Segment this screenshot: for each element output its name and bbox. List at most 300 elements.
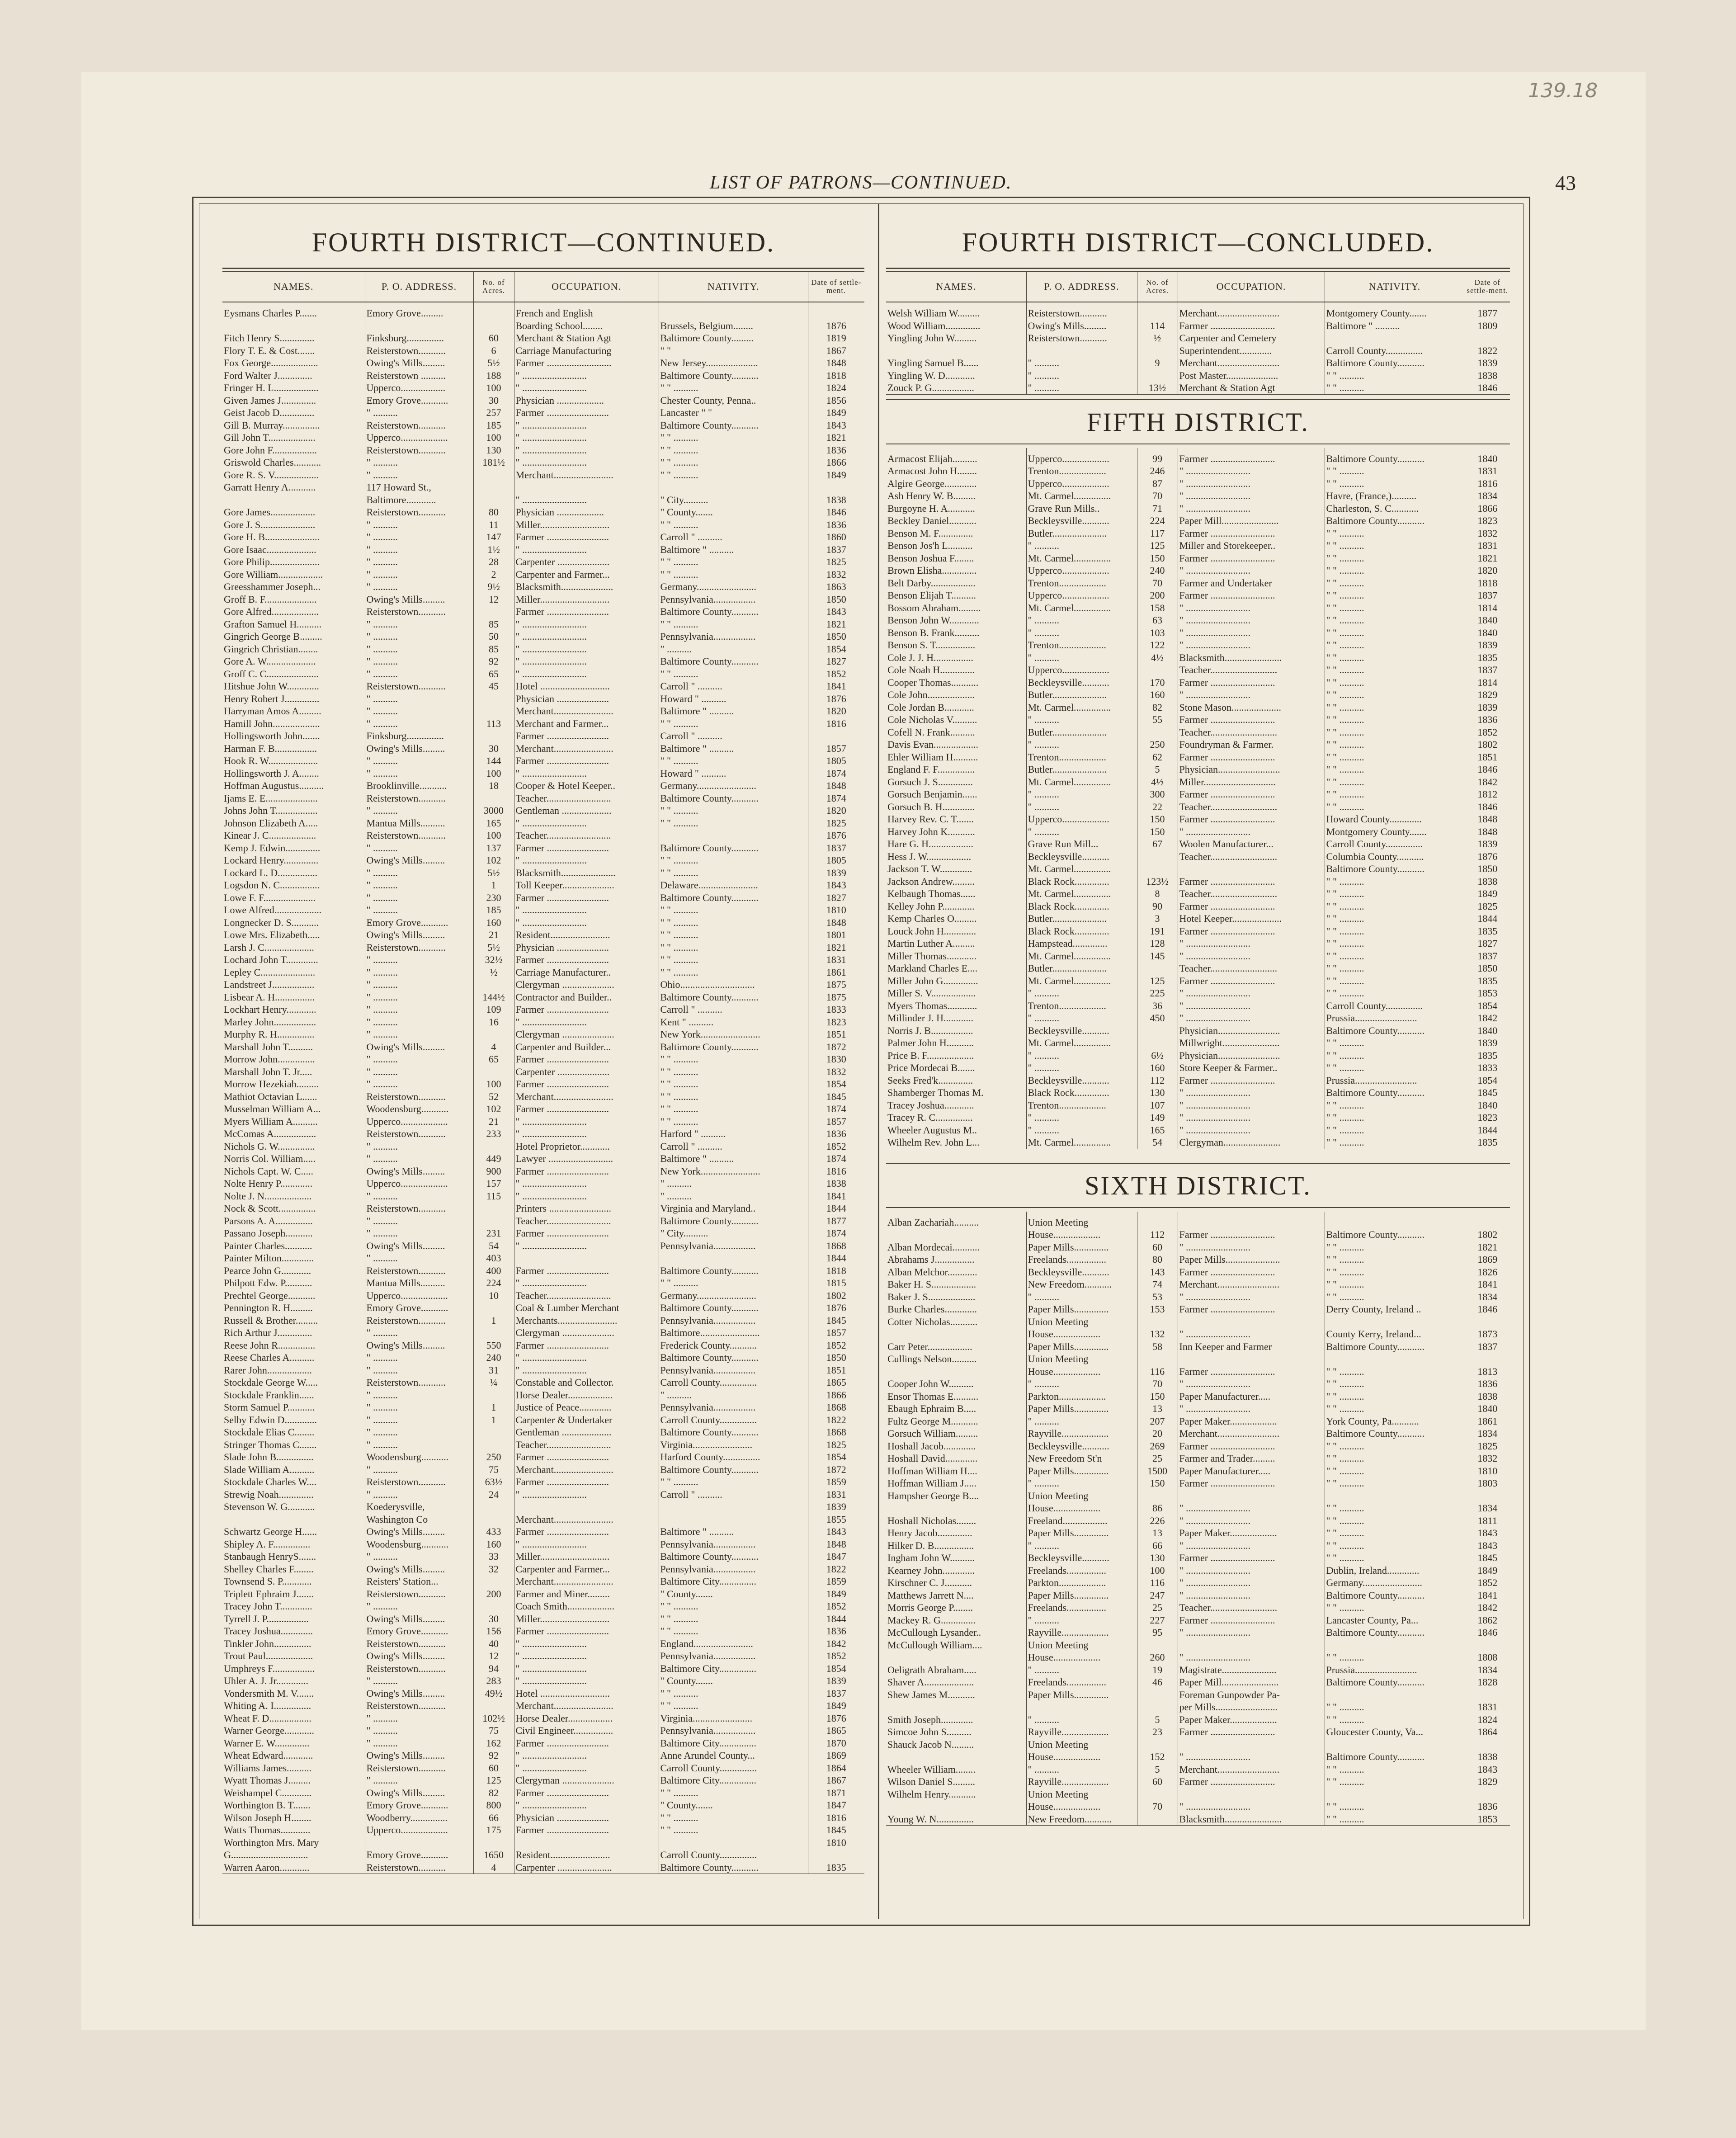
patron-acres: 109	[473, 1003, 514, 1016]
patron-po-address: Finksburg...............	[365, 332, 473, 345]
patron-po-address: " ..........	[1026, 1062, 1137, 1074]
patron-row	[886, 1212, 1510, 1229]
patron-row	[222, 1650, 864, 1662]
patron-row	[222, 1812, 864, 1824]
patron-acres: 150	[1137, 813, 1178, 826]
patron-name: Russell & Brother.........	[224, 1314, 318, 1326]
patron-nativity: " " ..........	[1325, 1440, 1465, 1453]
patron-row	[886, 564, 1510, 577]
patron-acres: 100	[473, 382, 514, 394]
patron-nativity: " " ..........	[659, 1277, 808, 1289]
patron-name: Hoshall Jacob.............	[887, 1440, 976, 1452]
patron-nativity: Baltimore City...............	[659, 1575, 808, 1588]
patron-row	[886, 826, 1510, 838]
patron-nativity: Baltimore County.........	[659, 332, 808, 345]
patron-occupation: Superintendent.............	[1178, 345, 1325, 357]
patron-acres: 100	[473, 431, 514, 444]
patron-row	[886, 1124, 1510, 1137]
patron-settlement-date: 1866	[808, 456, 864, 469]
patron-acres: 1	[473, 1401, 514, 1414]
patron-settlement-date: 1845	[1465, 1086, 1510, 1099]
patron-po-address: Beckleysville...........	[1026, 514, 1137, 527]
patron-settlement-date: 1825	[1465, 900, 1510, 913]
patron-row	[886, 813, 1510, 826]
patron-row	[222, 1525, 864, 1538]
patron-nativity: Delaware........................	[659, 879, 808, 892]
patron-occupation: Justice of Peace.............	[514, 1401, 659, 1414]
patron-acres: 160	[473, 1538, 514, 1551]
patron-settlement-date: 1828	[1465, 1676, 1510, 1689]
patron-acres: 100	[473, 767, 514, 780]
patron-name	[222, 494, 365, 506]
patron-occupation: " ..........................	[514, 1638, 659, 1650]
patron-row	[886, 900, 1510, 913]
patron-settlement-date: 1823	[1465, 1111, 1510, 1124]
patron-po-address: Union Meeting	[1026, 1316, 1137, 1328]
patron-row	[222, 1053, 864, 1066]
patron-name: Gore H. B......................	[224, 531, 320, 543]
patron-settlement-date: 1840	[1465, 1024, 1510, 1037]
patron-occupation: Woolen Manufacturer...	[1178, 838, 1325, 850]
patron-po-address: Reisterstown...........	[365, 345, 473, 357]
patron-name: Gorsuch J. S..............	[887, 776, 973, 788]
patron-acres: 156	[473, 1625, 514, 1638]
patron-nativity: Virginia........................	[659, 1439, 808, 1451]
patron-name: Cole Jordan B............	[887, 701, 974, 713]
patron-po-address: Reisterstown...........	[365, 1662, 473, 1675]
patron-acres: 165	[1137, 1124, 1178, 1137]
patron-po-address: New Freedom...........	[1026, 1813, 1137, 1826]
patron-name: Abrahams J................	[887, 1254, 975, 1265]
patron-po-address: " ..........	[365, 867, 473, 879]
patron-name: Alban Mordecai...........	[887, 1241, 980, 1253]
patron-name: Griswold Charles...........	[224, 457, 321, 468]
patron-row	[886, 875, 1510, 888]
patron-po-address: " ..........	[365, 804, 473, 817]
patron-acres: 147	[473, 531, 514, 543]
patron-po-address: " ..........	[365, 1351, 473, 1364]
patron-acres: 150	[1137, 1390, 1178, 1403]
patron-row	[222, 1426, 864, 1439]
patron-name: Hoshall Nicholas........	[887, 1515, 976, 1526]
patron-settlement-date: 1851	[808, 1028, 864, 1041]
patron-name: Tracey Joshua.............	[224, 1625, 313, 1637]
patron-name	[886, 1502, 1026, 1515]
patron-settlement-date: 1810	[808, 1836, 864, 1849]
patron-po-address: " ..........	[1026, 1477, 1137, 1490]
patron-nativity: " " ..........	[659, 755, 808, 767]
patron-occupation: Carpenter and Cemetery	[1178, 332, 1325, 345]
patron-nativity: " " ..........	[659, 1699, 808, 1712]
patron-acres: 123½	[1137, 875, 1178, 888]
patron-name: Gore J. S......................	[224, 519, 316, 530]
patron-nativity: " " ..........	[1325, 1651, 1465, 1664]
patron-po-address: Emory Grove...........	[365, 1849, 473, 1861]
patron-po-address: House...................	[1026, 1328, 1137, 1340]
patron-name: Schwartz George H......	[224, 1526, 317, 1537]
patron-acres: 125	[1137, 975, 1178, 987]
patron-po-address: Paper Mills..............	[1026, 1527, 1137, 1539]
page-number: 43	[1555, 171, 1576, 194]
patron-acres	[1137, 302, 1178, 320]
patron-name: Fitch Henry S..............	[224, 332, 315, 344]
patron-settlement-date: 1853	[1465, 1813, 1510, 1826]
patron-row	[222, 1215, 864, 1227]
patron-po-address: Reisterstown...........	[365, 1476, 473, 1488]
patron-occupation: Farmer ..........................	[1178, 676, 1325, 689]
patron-row	[886, 1800, 1510, 1813]
patron-occupation: Teacher..........................	[514, 1439, 659, 1451]
patron-po-address: Mt. Carmel...............	[1026, 552, 1137, 565]
patron-settlement-date: 1843	[1465, 1763, 1510, 1776]
patron-row	[886, 1111, 1510, 1124]
patron-acres: 6½	[1137, 1049, 1178, 1062]
patron-acres	[473, 1302, 514, 1314]
patron-name: Parsons A. A...............	[224, 1215, 313, 1227]
patron-settlement-date: 1832	[1465, 1452, 1510, 1465]
patron-occupation: " ..........................	[514, 668, 659, 680]
patron-nativity: Baltimore County...........	[659, 892, 808, 904]
patron-nativity: " " ..........	[1325, 1049, 1465, 1062]
header-row	[886, 272, 1510, 302]
patron-nativity: Derry County, Ireland ..	[1325, 1303, 1465, 1316]
patron-name: Algire George.............	[887, 477, 977, 489]
patron-acres: 13	[1137, 1527, 1178, 1539]
patron-row	[222, 345, 864, 357]
patron-acres	[473, 978, 514, 991]
patron-row	[222, 1314, 864, 1327]
patron-occupation: " ..........................	[1178, 1626, 1325, 1639]
patron-settlement-date: 1850	[808, 630, 864, 643]
patron-nativity: Anne Arundel County...	[659, 1749, 808, 1762]
patron-name: Ebaugh Ephraim B.....	[887, 1403, 976, 1414]
patron-acres: 4	[473, 1861, 514, 1874]
patron-occupation: Store Keeper & Farmer..	[1178, 1062, 1325, 1074]
patron-nativity: " " ..........	[1325, 1775, 1465, 1788]
patron-acres: 82	[1137, 701, 1178, 714]
patron-nativity: Baltimore County...........	[1325, 1626, 1465, 1639]
patron-po-address: " ..........	[365, 1003, 473, 1016]
patron-row	[886, 1241, 1510, 1254]
patron-name: Hook R. W....................	[224, 755, 318, 766]
patron-settlement-date: 1837	[1465, 950, 1510, 963]
patron-name: Gore James..................	[224, 506, 316, 518]
patron-occupation: Farmer .........................	[514, 1103, 659, 1115]
patron-nativity	[659, 829, 808, 842]
patron-settlement-date: 1842	[1465, 776, 1510, 788]
patron-po-address: " ..........	[365, 469, 473, 481]
patron-occupation: Physician ...................	[514, 506, 659, 519]
patron-name: Davis Evan..................	[887, 739, 979, 750]
patron-occupation: " ..........................	[514, 1749, 659, 1762]
patron-row	[886, 1788, 1510, 1801]
patron-acres	[1137, 1490, 1178, 1502]
patron-acres: 11	[473, 519, 514, 531]
patron-name: Lowe F. F.....................	[224, 892, 316, 903]
patron-acres: 137	[473, 842, 514, 854]
patron-settlement-date: 1810	[1465, 1465, 1510, 1477]
patron-occupation: Teacher..........................	[514, 829, 659, 842]
patron-occupation: " ..........................	[514, 1016, 659, 1029]
patron-acres: 449	[473, 1152, 514, 1165]
patron-name: Benson Joshua F........	[887, 552, 974, 564]
patron-po-address: " ..........	[365, 1600, 473, 1613]
patron-po-address: " ..........	[365, 1389, 473, 1402]
patron-occupation: " ..........................	[1178, 987, 1325, 1000]
patron-po-address: " ..........	[1026, 987, 1137, 1000]
patron-name: Gorsuch Benjamin......	[887, 788, 977, 800]
patron-acres: 6	[473, 345, 514, 357]
patron-settlement-date: 1836	[1465, 1800, 1510, 1813]
patron-settlement-date: 1838	[1465, 369, 1510, 382]
patron-row	[886, 1086, 1510, 1099]
patron-po-address: " ..........	[365, 543, 473, 556]
patron-acres: 85	[473, 618, 514, 631]
patron-occupation: Merchant........................	[514, 1575, 659, 1588]
patron-name: Jackson T. W.............	[887, 863, 972, 874]
patron-occupation: Physician.........................	[1178, 1024, 1325, 1037]
patron-po-address: House...................	[1026, 1502, 1137, 1515]
patron-occupation: " ..........................	[1178, 1378, 1325, 1390]
section-rule	[886, 399, 1510, 400]
patron-occupation: " ..........................	[1178, 490, 1325, 502]
patron-acres: 175	[473, 1824, 514, 1836]
patron-nativity: Lancaster County, Pa...	[1325, 1614, 1465, 1627]
patron-settlement-date: 1852	[808, 1600, 864, 1613]
patron-occupation: Civil Engineer................	[514, 1724, 659, 1737]
patron-acres: 102½	[473, 1712, 514, 1725]
patron-row	[886, 1539, 1510, 1552]
patron-occupation: " ..........................	[514, 1799, 659, 1812]
patron-settlement-date: 1851	[808, 1364, 864, 1377]
patron-name: Triplett Ephraim J.......	[224, 1588, 314, 1600]
patron-row	[222, 1774, 864, 1787]
patron-settlement-date: 1841	[808, 680, 864, 693]
patron-acres: 250	[1137, 738, 1178, 751]
patron-acres: 125	[473, 1774, 514, 1787]
patron-po-address: Freelands................	[1026, 1601, 1137, 1614]
patron-po-address: Reisterstown...........	[365, 1861, 473, 1874]
patron-acres	[473, 1836, 514, 1849]
patron-row	[886, 664, 1510, 676]
patron-acres: 150	[1137, 826, 1178, 838]
patron-row	[222, 1675, 864, 1687]
patron-row	[886, 676, 1510, 689]
patron-settlement-date: 1842	[1465, 1601, 1510, 1614]
patron-row	[222, 1849, 864, 1861]
patron-occupation: " ..........................	[514, 369, 659, 382]
patron-occupation	[1178, 863, 1325, 875]
patron-row	[222, 1699, 864, 1712]
patron-settlement-date: 1849	[808, 469, 864, 481]
patron-occupation: Farmer ..........................	[1178, 320, 1325, 332]
patron-po-address: Trenton...................	[1026, 465, 1137, 477]
patron-name: Gingrich Christian........	[224, 643, 318, 655]
patron-acres: 150	[1137, 1477, 1178, 1490]
patron-occupation: Carpenter & Undertaker	[514, 1414, 659, 1426]
patron-occupation: Millwright.......................	[1178, 1037, 1325, 1049]
patron-name: Morrow Hezekiah.........	[224, 1078, 319, 1090]
patron-nativity: " " ..........	[1325, 1253, 1465, 1266]
patron-occupation: Coach Smith...................	[514, 1600, 659, 1613]
patron-name: Ingham John W..........	[887, 1552, 975, 1563]
patron-occupation: per Mills.........................	[1178, 1701, 1325, 1713]
patron-nativity: " " ..........	[659, 1824, 808, 1836]
patron-settlement-date: 1821	[1465, 1241, 1510, 1254]
patron-name: Henry Jacob..............	[887, 1527, 972, 1539]
patron-name: Norris Col. William.....	[224, 1153, 316, 1164]
patron-nativity: " " ..........	[1325, 1539, 1465, 1552]
patron-row	[886, 1477, 1510, 1490]
patron-acres: 226	[1137, 1515, 1178, 1527]
patron-po-address: " ..........	[365, 1252, 473, 1265]
patron-po-address: Upperco...................	[1026, 448, 1137, 465]
patron-occupation: " ..........................	[514, 643, 659, 656]
patron-po-address: " ..........	[365, 1326, 473, 1339]
patron-row	[222, 929, 864, 941]
patron-name: Larsh J. C....................	[224, 941, 314, 953]
patron-po-address: " ..........	[365, 1016, 473, 1029]
patron-po-address: Beckleysville...........	[1026, 1440, 1137, 1453]
patron-name: Wheat F. D.................	[224, 1712, 311, 1724]
patron-nativity: " " ..........	[659, 804, 808, 817]
patron-settlement-date: 1849	[1465, 1564, 1510, 1577]
patron-occupation: Resident........................	[514, 1849, 659, 1861]
patron-po-address: New Freedom...........	[1026, 1278, 1137, 1291]
patron-occupation: Physician.........................	[1178, 763, 1325, 776]
patron-settlement-date: 1846	[1465, 763, 1510, 776]
patron-nativity: " " ..........	[659, 1090, 808, 1103]
patron-acres: 132	[1137, 1328, 1178, 1340]
patron-name: Eysmans Charles P.......	[224, 307, 317, 319]
patron-nativity: " " ..........	[1325, 1452, 1465, 1465]
patron-nativity: Baltimore County...........	[1325, 1427, 1465, 1440]
patron-row	[222, 1202, 864, 1215]
patron-row	[886, 1564, 1510, 1577]
patron-name: Passano Joseph...........	[224, 1227, 313, 1239]
patron-nativity: Baltimore " ..........	[1325, 320, 1465, 332]
patron-po-address: Mt. Carmel...............	[1026, 701, 1137, 714]
patron-occupation: " ..........................	[514, 1538, 659, 1551]
patron-occupation: Carpenter and Farmer...	[514, 1563, 659, 1576]
patron-acres: 130	[473, 444, 514, 457]
patron-po-address: Reisterstown...........	[365, 419, 473, 432]
patron-nativity: " " ..........	[1325, 1291, 1465, 1303]
patron-row	[886, 369, 1510, 382]
patron-row	[886, 987, 1510, 1000]
patron-occupation: Farmer .........................	[514, 605, 659, 618]
patron-settlement-date: 1848	[1465, 813, 1510, 826]
patron-po-address: " ..........	[365, 643, 473, 656]
patron-name: Hare G. H..................	[887, 838, 974, 850]
patron-nativity: Virginia and Maryland..	[659, 1202, 808, 1215]
patron-po-address: Upperco...................	[1026, 589, 1137, 602]
patron-acres: 181½	[473, 456, 514, 469]
patron-po-address: " ..........	[1026, 826, 1137, 838]
patron-occupation: Farmer .........................	[514, 842, 659, 854]
patron-occupation: Cooper & Hotel Keeper..	[514, 779, 659, 792]
patron-occupation: Farmer .........................	[514, 953, 659, 966]
patron-settlement-date: 1844	[1465, 912, 1510, 925]
patron-row	[222, 531, 864, 543]
patron-acres: 25	[1137, 1452, 1178, 1465]
patron-name: Geist Jacob D..............	[224, 407, 315, 418]
patron-nativity: Baltimore " ..........	[659, 705, 808, 717]
patron-name: Burke Charles.............	[887, 1303, 977, 1315]
patron-name: Burgoyne H. A...........	[887, 502, 975, 514]
patron-row	[886, 1626, 1510, 1639]
patron-nativity: Baltimore County...........	[1325, 357, 1465, 369]
patron-acres: 113	[473, 717, 514, 730]
patron-row	[886, 651, 1510, 664]
patron-occupation: Farmer .........................	[514, 406, 659, 419]
patron-nativity: " " ..........	[1325, 887, 1465, 900]
patron-po-address: Reisterstown...........	[1026, 302, 1137, 320]
patron-acres	[473, 302, 514, 320]
patron-settlement-date: 1849	[808, 406, 864, 419]
patron-occupation: Farmer ..........................	[1178, 1614, 1325, 1627]
patron-acres: 21	[473, 929, 514, 941]
patron-row	[886, 1340, 1510, 1353]
patron-name: Rarer John..................	[224, 1364, 312, 1376]
patron-nativity: " " ..........	[1325, 1062, 1465, 1074]
patron-nativity: Baltimore City...............	[659, 1662, 808, 1675]
patron-nativity: " " ..........	[1325, 788, 1465, 801]
patron-occupation: Farmer ..........................	[1178, 1228, 1325, 1241]
patron-nativity: " County.......	[659, 506, 808, 519]
patron-row	[886, 1490, 1510, 1502]
patron-acres	[473, 1575, 514, 1588]
patron-po-address: Black Rock..............	[1026, 1086, 1137, 1099]
patron-nativity: " ..........	[659, 643, 808, 656]
patron-occupation: Teacher...........................	[1178, 664, 1325, 676]
patron-po-address: " ..........	[365, 1675, 473, 1687]
patron-po-address: Owing's Mills.........	[365, 929, 473, 941]
patron-row	[222, 817, 864, 830]
patron-name: Henry Robert J..............	[224, 693, 320, 704]
patron-name	[886, 1365, 1026, 1378]
patron-name: Benson S. T................	[887, 639, 976, 651]
patron-row	[222, 1538, 864, 1551]
patron-row	[222, 1326, 864, 1339]
patron-name: Mackey R. G..............	[887, 1614, 976, 1626]
patron-row	[222, 1638, 864, 1650]
patron-nativity: Germany........................	[1325, 1576, 1465, 1589]
patron-acres: 10	[473, 1289, 514, 1302]
patron-acres: 46	[1137, 1676, 1178, 1689]
patron-acres: 86	[1137, 1502, 1178, 1515]
column-header: NAMES.	[886, 272, 1026, 302]
column-header: P. O. ADDRESS.	[365, 272, 473, 302]
patron-acres: 74	[1137, 1278, 1178, 1291]
patron-occupation: " ..........................	[1178, 477, 1325, 490]
patron-name: Cole John...................	[887, 689, 975, 700]
patron-acres: 36	[1137, 1000, 1178, 1012]
patron-nativity: Carroll " ..........	[659, 730, 808, 742]
patron-name: Yingling W. D............	[887, 369, 975, 381]
patron-row	[222, 1389, 864, 1402]
patron-nativity: Havre, (France,)..........	[1325, 490, 1465, 502]
patron-po-address: Trenton...................	[1026, 751, 1137, 764]
patron-row	[222, 394, 864, 407]
patron-occupation: Miller............................	[514, 1550, 659, 1563]
patron-nativity	[1325, 1788, 1465, 1801]
patron-name: Belt Darby..................	[887, 577, 976, 589]
patron-nativity: " " ..........	[1325, 1390, 1465, 1403]
patron-po-address: Reisterstown ..........	[365, 369, 473, 382]
patron-row	[222, 1351, 864, 1364]
patron-name: Gill John T...................	[224, 432, 316, 443]
